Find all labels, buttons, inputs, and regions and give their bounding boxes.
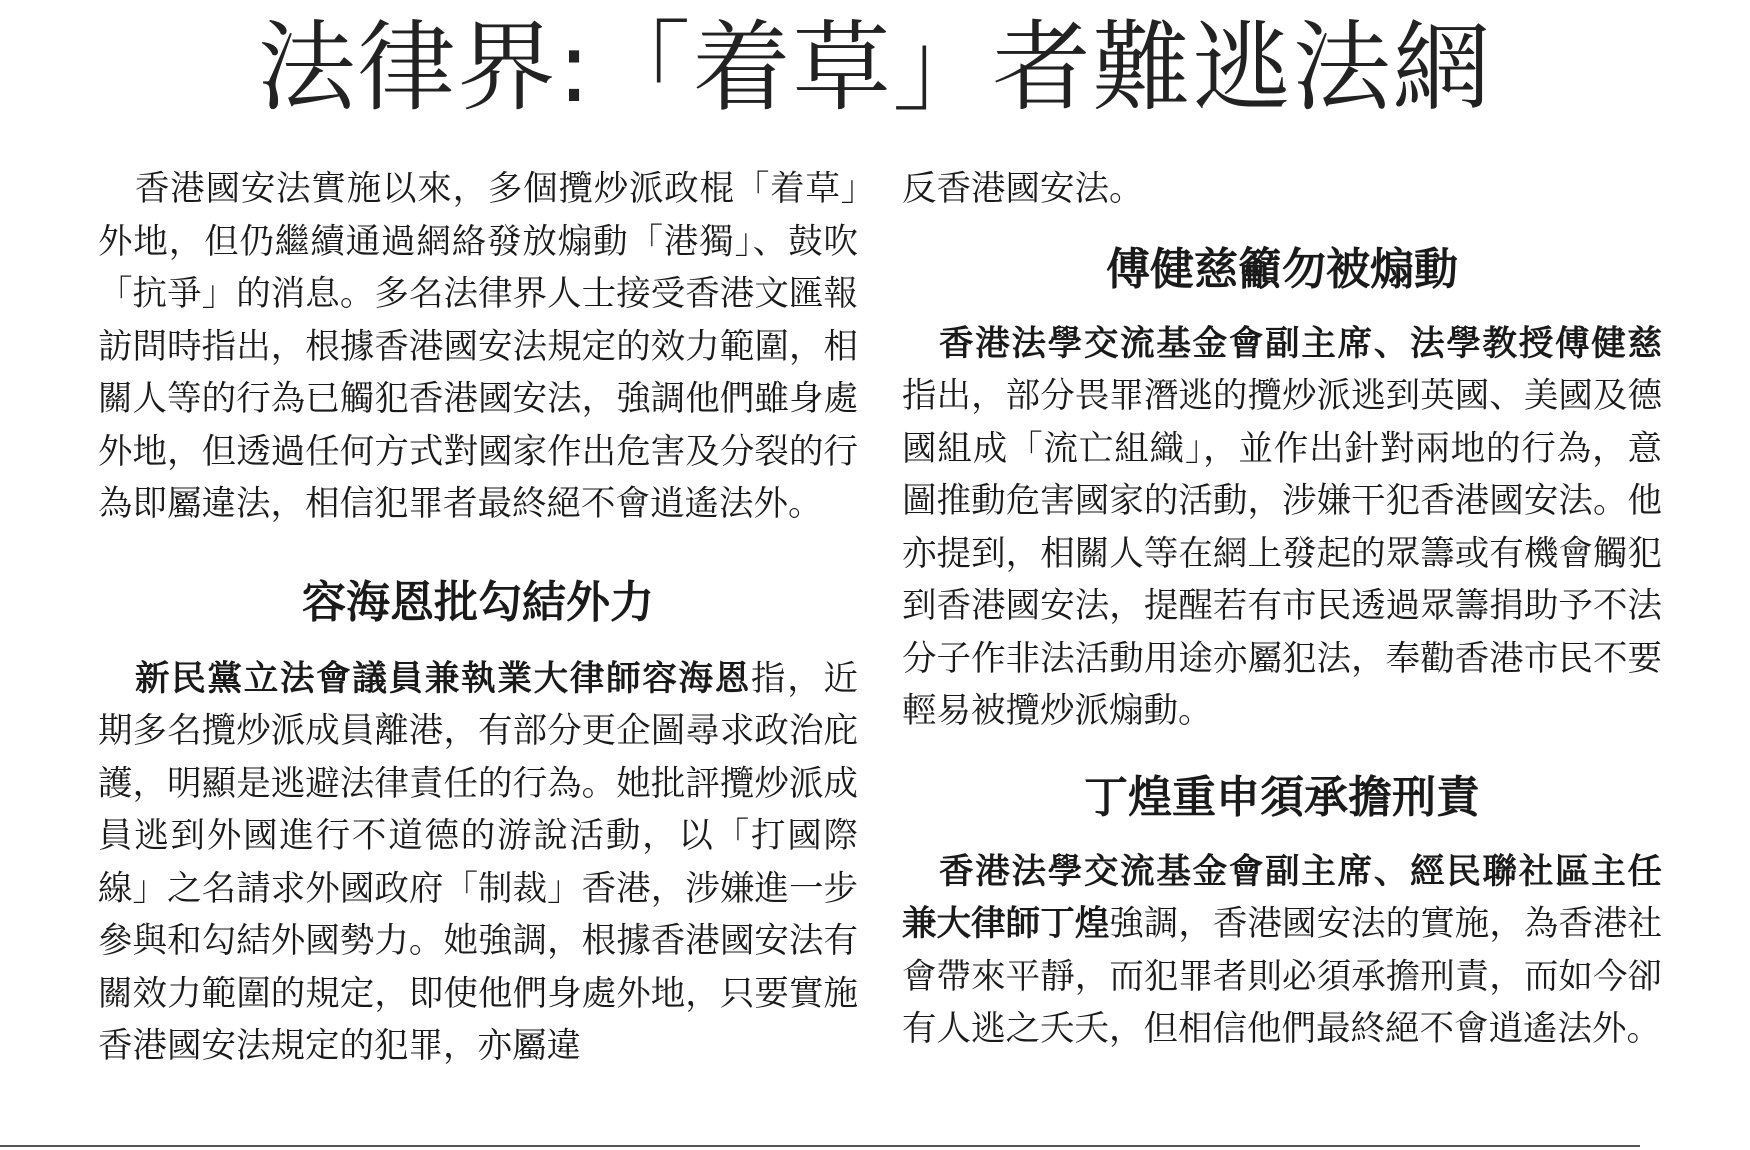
section1-continuation: 反香港國安法。	[902, 169, 1144, 209]
section1-body: 指，近期多名攬炒派成員離港，有部分更企圖尋求政治庇護，明顯是逃避法律責任的行為。她批評攬炒派成員逃到外國進行不道德的游說活動，以「打國際線」之名請求外國政府「制裁」香港，涉嫌進一步參與和勾結外國勢力。她強調，根據香港國安法有關效力範圍的規定，即使他們身處外地，只要實施香港國安法規定的犯罪，亦屬違	[98, 658, 859, 1066]
subheading-1: 容海恩批勾結外力	[302, 576, 654, 628]
section2-lead: 香港法學交流基金會副主席、法學教授傅健慈	[939, 323, 1662, 364]
headline: 法律界:「着草」者難逃法網	[257, 11, 1493, 125]
subheading-2: 傅健慈籲勿被煽動	[1106, 243, 1458, 295]
left-column	[98, 163, 858, 1073]
subheading-3: 丁煌重申須承擔刑責	[1084, 771, 1480, 823]
section3-body: 強調，香港國安法的實施，為香港社會帶來平靜，而犯罪者則必須承擔刑責，而如今卻有人逃之夭夭，但相信他們最終絕不會逍遙法外。	[902, 904, 1663, 1049]
intro-paragraph: 香港國安法實施以來，多個攬炒派政棍「着草」外地，但仍繼續通過網絡發放煽動「港獨」、鼓吹「抗爭」的消息。多名法律界人士接受香港文匯報訪問時指出，根據香港國安法規定的效力範圍，相關人等的行為已觸犯香港國安法，強調他們雖身處外地，但透過任何方式對國家作出危害及分裂的行為即屬違法，相信犯罪者最終絕不會逍遙法外。	[98, 169, 858, 524]
section3-lead: 香港法學交流基金會副主席、經民聯社區主任兼大律師丁煌	[902, 851, 1662, 944]
section1-paragraph	[98, 653, 858, 1073]
section2-paragraph	[902, 318, 1662, 738]
section2-body: 指出，部分畏罪潛逃的攬炒派逃到英國、美國及德國組成「流亡組織」，並作出針對兩地的行為，意圖推動危害國家的活動，涉嫌干犯香港國安法。他亦提到，相關人等在網上發起的眾籌或有機會觸犯到香港國安法，提醒若有市民透過眾籌捐助予不法分子作非法活動用途亦屬犯法，奉勸香港市民不要輕易被攬炒派煽動。	[902, 376, 1662, 731]
section1-lead: 新民黨立法會議員兼執業大律師容海恩	[135, 658, 752, 699]
section3-paragraph	[902, 846, 1662, 1056]
right-column	[902, 163, 1662, 1056]
bottom-divider	[0, 1145, 1640, 1147]
